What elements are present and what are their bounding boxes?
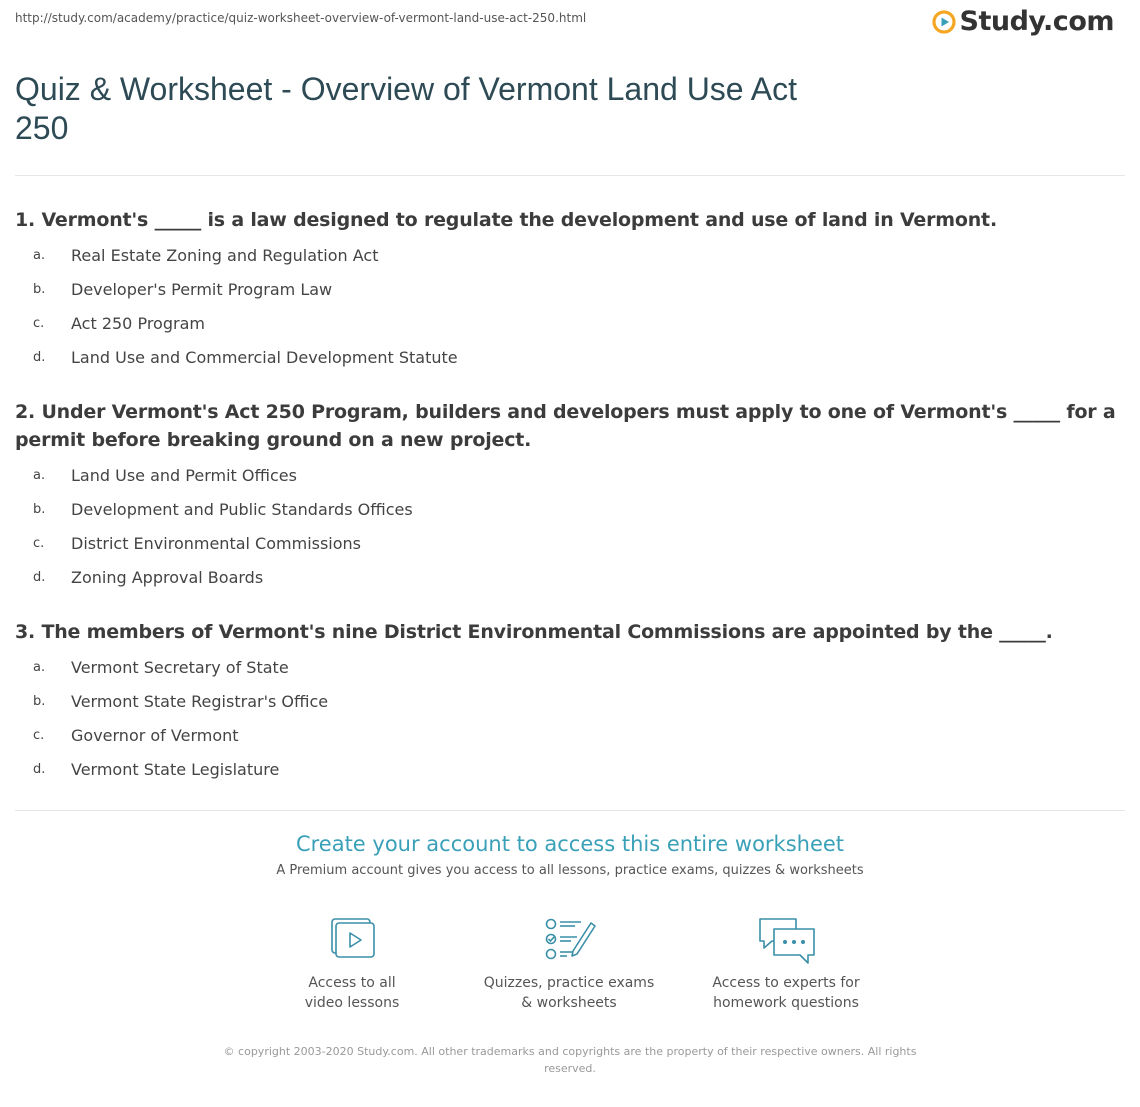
copyright-notice: © copyright 2003-2020 Study.com. All other trademarks and copyrights are the property of their respective owners. All rights reserved. <box>223 1045 917 1075</box>
answer-letter: c. <box>33 727 45 743</box>
question-3 <box>15 618 1125 786</box>
page-title: Quiz & Worksheet - Overview of Vermont Land Use Act 250 <box>15 71 797 146</box>
answer-text: Act 250 Program <box>71 313 205 333</box>
answer-text: Vermont Secretary of State <box>71 657 289 677</box>
answer-option[interactable] <box>15 458 1125 492</box>
answer-text: Vermont State Legislature <box>71 759 280 779</box>
feature-video-lessons <box>257 915 447 1013</box>
answer-letter: c. <box>33 315 45 331</box>
answer-letter: a. <box>33 467 46 483</box>
cta-title-link[interactable]: Create your account to access this entire worksheet <box>295 832 845 856</box>
answer-letter: b. <box>33 693 46 709</box>
answer-letter: c. <box>33 535 45 551</box>
logo-text: Study.com <box>959 6 1114 37</box>
answer-list <box>15 238 1125 374</box>
feature-quizzes <box>474 915 664 1013</box>
feature-label: Access to experts for homework questions <box>712 975 860 1011</box>
answer-letter: b. <box>33 501 46 517</box>
question-text: 2. Under Vermont's Act 250 Program, builders and developers must apply to one of Vermont's _____ for a permit before breaking ground on a new project. <box>15 401 1116 451</box>
question-2 <box>15 398 1125 594</box>
answer-text: Developer's Permit Program Law <box>71 279 333 299</box>
answer-option[interactable] <box>15 492 1125 526</box>
answer-text: Land Use and Permit Offices <box>71 465 297 485</box>
answer-list <box>15 650 1125 786</box>
divider <box>15 810 1125 811</box>
question-text: 1. Vermont's _____ is a law designed to regulate the development and use of land in Vermont. <box>15 209 997 231</box>
answer-option[interactable] <box>15 526 1125 560</box>
answer-text: Land Use and Commercial Development Statute <box>71 347 458 367</box>
answer-option[interactable] <box>15 752 1125 786</box>
checklist-icon <box>537 915 601 967</box>
answer-text: District Environmental Commissions <box>71 533 362 553</box>
answer-option[interactable] <box>15 340 1125 374</box>
video-lessons-icon <box>320 915 384 967</box>
question-text: 3. The members of Vermont's nine District Environmental Commissions are appointed by the _____. <box>15 621 1053 643</box>
answer-letter: d. <box>33 569 46 585</box>
answer-text: Development and Public Standards Offices <box>71 499 413 519</box>
cta-subtitle: A Premium account gives you access to all lessons, practice exams, quizzes & worksheets <box>276 863 864 878</box>
answer-letter: a. <box>33 247 46 263</box>
answer-option[interactable] <box>15 272 1125 306</box>
answer-option[interactable] <box>15 560 1125 594</box>
question-1 <box>15 206 1125 374</box>
answer-option[interactable] <box>15 684 1125 718</box>
study-logo[interactable] <box>932 6 1114 37</box>
answer-letter: b. <box>33 281 46 297</box>
answer-option[interactable] <box>15 238 1125 272</box>
answer-text: Real Estate Zoning and Regulation Act <box>71 245 379 265</box>
feature-experts <box>691 915 881 1013</box>
answer-option[interactable] <box>15 306 1125 340</box>
answer-option[interactable] <box>15 650 1125 684</box>
play-circle-icon <box>932 10 956 34</box>
answer-text: Zoning Approval Boards <box>71 567 264 587</box>
divider <box>15 175 1125 176</box>
feature-label: Quizzes, practice exams & worksheets <box>483 975 655 1011</box>
page-url: http://study.com/academy/practice/quiz-worksheet-overview-of-vermont-land-use-act-250.html <box>15 11 587 25</box>
answer-option[interactable] <box>15 718 1125 752</box>
answer-list <box>15 458 1125 594</box>
answer-text: Vermont State Registrar's Office <box>71 691 329 711</box>
chat-bubbles-icon <box>754 915 818 967</box>
answer-letter: d. <box>33 349 46 365</box>
feature-label: Access to all video lessons <box>304 975 400 1011</box>
answer-letter: a. <box>33 659 46 675</box>
answer-letter: d. <box>33 761 46 777</box>
answer-text: Governor of Vermont <box>71 725 239 745</box>
